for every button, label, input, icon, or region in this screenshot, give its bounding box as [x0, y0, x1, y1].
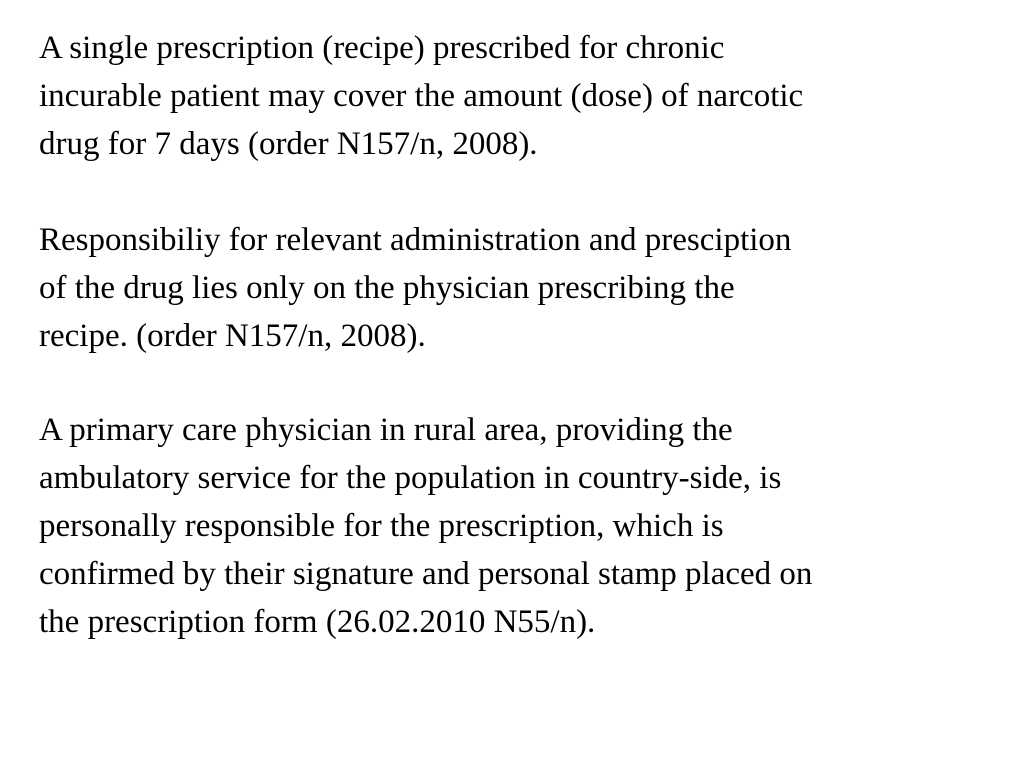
text-line: A single prescription (recipe) prescribed for chronic — [39, 30, 725, 66]
text-line: confirmed by their signature and personal stamp placed on — [39, 556, 813, 592]
text-line: drug for 7 days (order N157/n, 2008). — [39, 126, 538, 162]
text-line: ambulatory service for the population in country-side, is — [39, 460, 782, 496]
text-line: incurable patient may cover the amount (dose) of narcotic — [39, 78, 804, 114]
paragraph-rural-physician — [39, 406, 812, 646]
text-line: of the drug lies only on the physician prescribing the — [39, 270, 735, 306]
paragraph-physician-responsibility — [39, 216, 791, 360]
text-line: the prescription form (26.02.2010 N55/n). — [39, 604, 596, 640]
text-line: Responsibiliy for relevant administration and presciption — [39, 222, 792, 258]
paragraph-prescription-duration — [39, 24, 803, 168]
text-line: A primary care physician in rural area, providing the — [39, 412, 733, 448]
text-line: recipe. (order N157/n, 2008). — [39, 318, 426, 354]
text-line: personally responsible for the prescription, which is — [39, 508, 724, 544]
